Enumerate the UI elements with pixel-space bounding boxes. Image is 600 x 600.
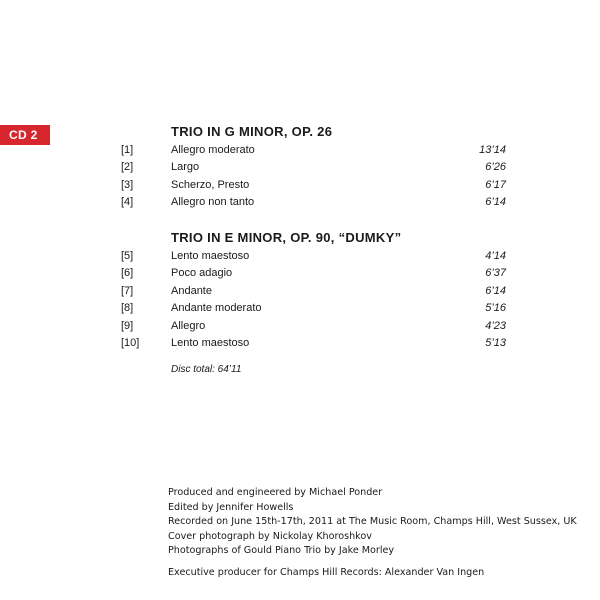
work-title: TRIO IN E MINOR, OP. 90, “DUMKY” (171, 230, 402, 245)
track-duration: 6’14 (485, 196, 506, 209)
track-name: Largo (171, 161, 200, 174)
work-trio-e-minor-dumky (121, 228, 511, 352)
credit-line: Cover photograph by Nickolay Khoroshkov (168, 530, 372, 542)
track-row (121, 265, 511, 282)
track-name: Andante (171, 284, 212, 297)
track-name: Poco adagio (171, 267, 233, 280)
track-number: [9] (121, 319, 134, 332)
track-duration: 6’26 (485, 161, 506, 174)
track-duration: 5’13 (485, 336, 506, 349)
cd-number-badge: CD 2 (0, 125, 50, 145)
track-duration: 4’23 (485, 319, 506, 332)
track-row (121, 318, 511, 335)
track-name: Scherzo, Presto (171, 178, 250, 191)
track-number: [10] (121, 336, 140, 349)
credit-line: Produced and engineered by Michael Ponder (168, 487, 383, 498)
track-duration: 6’17 (485, 178, 506, 191)
work-trio-g-minor (121, 122, 511, 212)
credit-line: Photographs of Gould Piano Trio by Jake Morley (168, 545, 395, 557)
production-credits (168, 486, 577, 581)
track-row (121, 159, 511, 176)
track-number: [2] (121, 161, 134, 174)
track-number: [1] (121, 144, 134, 156)
track-row (121, 177, 511, 194)
track-name: Allegro non tanto (171, 196, 255, 209)
track-duration: 4’14 (485, 250, 506, 262)
track-name: Andante moderato (171, 302, 262, 315)
track-duration: 13’14 (479, 144, 506, 156)
work-title: TRIO IN G MINOR, OP. 26 (171, 124, 333, 139)
credit-line: Recorded on June 15th-17th, 2011 at The Music Room, Champs Hill, West Sussex, UK (168, 516, 577, 528)
track-row (121, 248, 511, 265)
track-number: [8] (121, 302, 134, 315)
track-duration: 6’37 (485, 267, 506, 280)
track-row (121, 335, 511, 352)
track-row (121, 142, 511, 159)
track-row (121, 283, 511, 300)
track-name: Lento maestoso (171, 250, 250, 262)
track-name: Lento maestoso (171, 336, 250, 349)
track-row (121, 300, 511, 317)
credit-line: Edited by Jennifer Howells (168, 501, 294, 513)
track-number: [3] (121, 178, 134, 191)
track-number: [4] (121, 196, 134, 209)
track-duration: 6’14 (485, 284, 506, 297)
track-number: [5] (121, 250, 134, 262)
disc-total: Disc total: 64’11 (171, 364, 242, 375)
track-name: Allegro moderato (171, 144, 255, 156)
track-row (121, 194, 511, 211)
track-number: [6] (121, 267, 134, 280)
track-name: Allegro (171, 319, 206, 332)
track-duration: 5’16 (485, 302, 506, 315)
executive-producer-credit: Executive producer for Champs Hill Records: Alexander Van Ingen (168, 566, 485, 578)
track-number: [7] (121, 284, 134, 297)
